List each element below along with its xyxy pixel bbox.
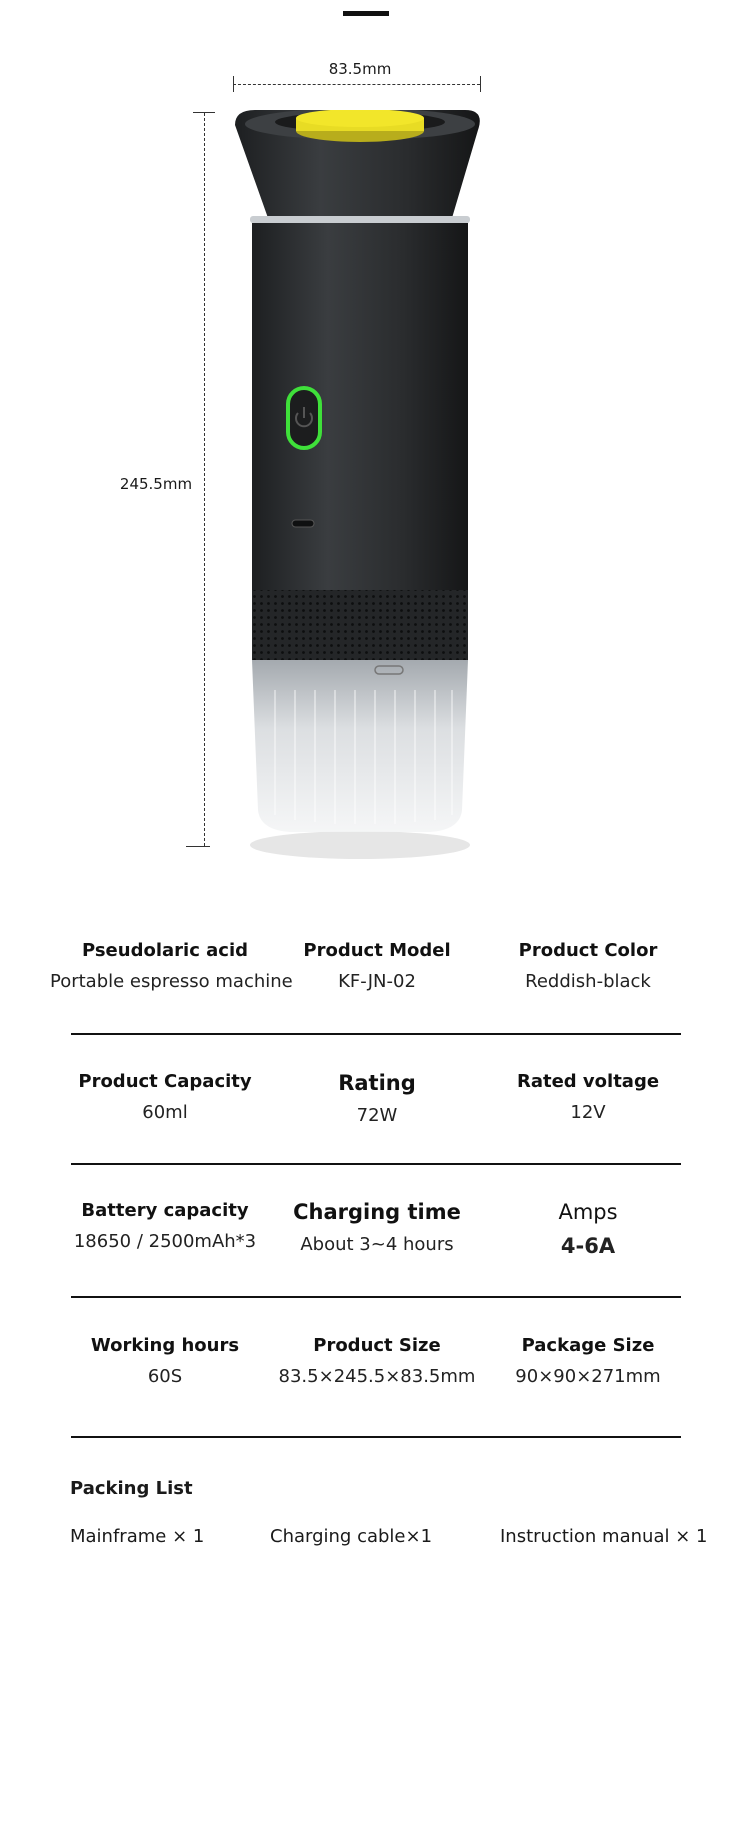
spec-label: Battery capacity — [81, 1200, 249, 1221]
divider — [71, 1296, 681, 1298]
spec-row-2 — [40, 1071, 720, 1151]
spec-row-1 — [40, 940, 720, 1020]
spec-value: 18650 / 2500mAh*3 — [73, 1231, 257, 1252]
spec-cell — [262, 1200, 492, 1255]
cap-icon — [296, 110, 424, 142]
packing-item: Mainframe × 1 — [70, 1526, 205, 1547]
spec-row-4 — [40, 1335, 720, 1415]
spec-value: 60S — [147, 1366, 183, 1387]
spec-label: Product Color — [518, 940, 658, 961]
spec-cell — [262, 1071, 492, 1126]
height-dimension-tick-bottom — [186, 846, 210, 847]
width-dimension-line — [233, 84, 480, 85]
width-dimension-label: 83.5mm — [328, 60, 392, 78]
packing-item: Instruction manual × 1 — [500, 1526, 708, 1547]
spec-label: Rated voltage — [516, 1071, 660, 1092]
height-dimension-label: 245.5mm — [119, 475, 193, 493]
spec-value: 83.5×245.5×83.5mm — [278, 1366, 476, 1387]
spec-cell — [473, 940, 703, 992]
spec-value: KF-JN-02 — [338, 971, 416, 992]
spec-cell — [50, 1335, 280, 1387]
spec-label: Package Size — [521, 1335, 655, 1356]
divider — [71, 1436, 681, 1438]
spec-value: 4-6A — [560, 1234, 616, 1258]
spec-value: 72W — [356, 1105, 398, 1126]
packing-list-title: Packing List — [70, 1478, 193, 1499]
spec-value: Reddish-black — [525, 971, 651, 992]
spec-label: Charging time — [293, 1200, 461, 1224]
spec-cell — [50, 1071, 280, 1123]
spec-label: Pseudolaric acid — [81, 940, 249, 961]
spec-value: About 3~4 hours — [300, 1234, 454, 1255]
spec-value: 90×90×271mm — [515, 1366, 661, 1387]
packing-item: Charging cable×1 — [270, 1526, 433, 1547]
spec-value: 60ml — [142, 1102, 188, 1123]
spec-label: Rating — [338, 1071, 416, 1095]
spec-cell — [473, 1335, 703, 1387]
width-dimension-tick-right — [480, 76, 481, 92]
spec-label: Product Size — [313, 1335, 441, 1356]
spec-cell — [473, 1071, 703, 1123]
spec-cell — [473, 1200, 703, 1258]
divider — [71, 1163, 681, 1165]
spec-label: Amps — [558, 1200, 618, 1224]
spec-row-3 — [40, 1200, 720, 1280]
power-icon — [288, 388, 320, 448]
spec-cell — [262, 940, 492, 992]
height-dimension-line — [204, 113, 205, 846]
usb-port-icon — [292, 520, 314, 527]
spec-cell — [50, 940, 293, 992]
spec-label: Product Capacity — [78, 1071, 252, 1092]
spec-cell — [262, 1335, 492, 1387]
divider — [71, 1033, 681, 1035]
spec-value: 12V — [570, 1102, 606, 1123]
spec-label: Working hours — [90, 1335, 240, 1356]
top-indicator-bar — [343, 11, 389, 16]
spec-cell — [50, 1200, 280, 1252]
espresso-machine-image — [230, 110, 490, 870]
spec-value: Portable espresso machine — [50, 971, 293, 992]
spec-label: Product Model — [303, 940, 451, 961]
